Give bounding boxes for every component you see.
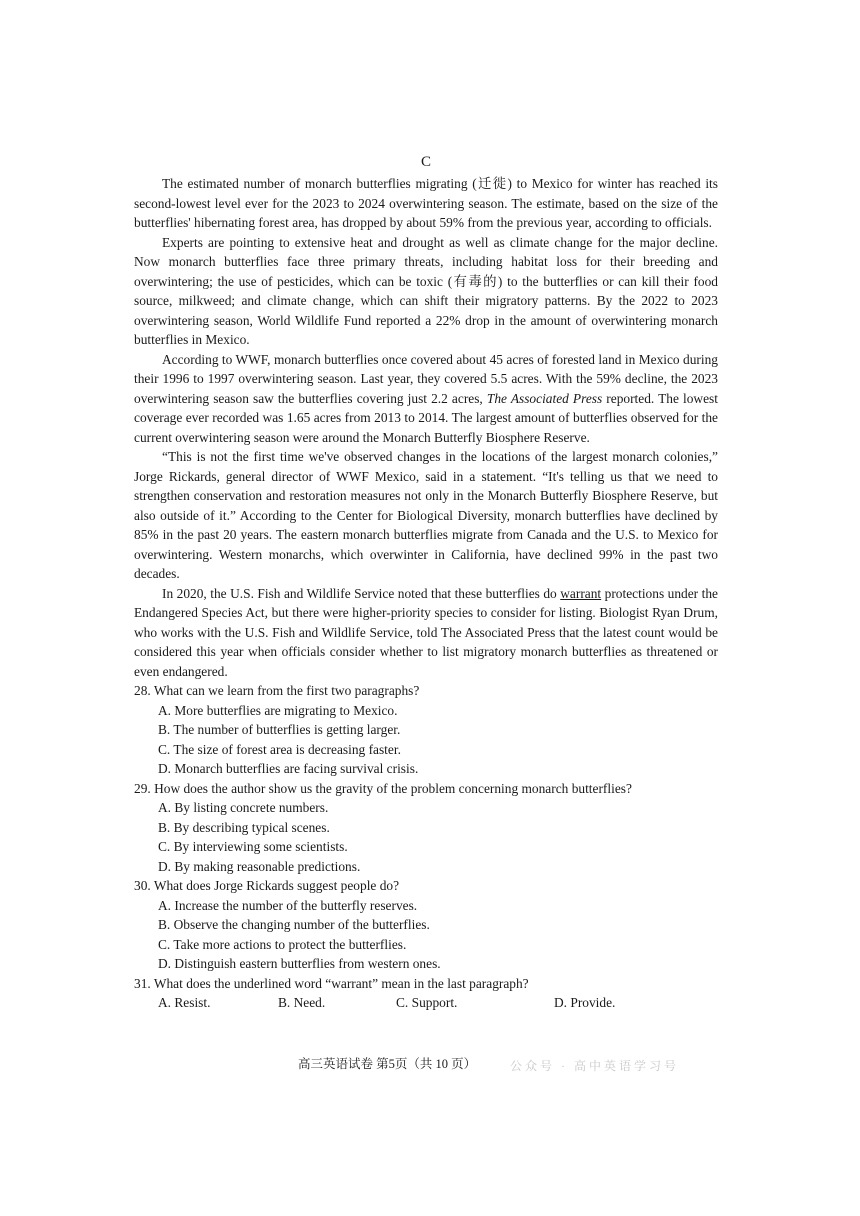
page-footer: 高三英语试卷 第5页（共 10 页）: [298, 1057, 477, 1071]
option-c: C. Support.: [396, 995, 458, 1010]
option-a: A. Increase the number of the butterfly reserves.: [158, 897, 418, 913]
option-a: A. By listing concrete numbers.: [158, 800, 329, 815]
question-stem: 30. What does Jorge Rickards suggest people do?: [134, 878, 400, 893]
question-stem: 28. What can we learn from the first two paragraphs?: [134, 683, 420, 698]
option-a: A. Resist.: [158, 995, 211, 1010]
option-d: D. Monarch butterflies are facing survival crisis.: [158, 761, 419, 776]
option-b: B. By describing typical scenes.: [158, 819, 330, 835]
passage-paragraph-1: The estimated number of monarch butterflies migrating (迁徙) to Mexico for winter has reached its second-lowest level ever for the 2023 to 2024 overwintering season. The estimate, based on the size of the butterflies' hibernating forest area, has dropped by about 59% from the previous year, according to officials.: [134, 176, 718, 230]
page-content: [134, 153, 718, 1013]
watermark-text: 公众号 · 高中英语学习号: [510, 1059, 679, 1073]
option-d: D. Provide.: [554, 995, 616, 1010]
paragraph-5-text-a: In 2020, the U.S. Fish and Wildlife Service noted that these butterflies do: [162, 585, 557, 601]
option-d: D. Distinguish eastern butterflies from western ones.: [158, 956, 441, 971]
paragraph-3-text-b: reported. The lowest coverage ever recorded was 1.65 acres from 2013 to 2014. The largest amount of butterflies observed for the current overwintering season were around the Monarch Butterfly Biosphere Reserve.: [134, 390, 718, 445]
option-c: C. The size of forest area is decreasing faster.: [158, 741, 401, 757]
section-letter: C: [420, 154, 431, 170]
passage-paragraph-5: [134, 584, 718, 682]
question-stem: 31. What does the underlined word “warrant” mean in the last paragraph?: [134, 975, 529, 991]
option-b: B. The number of butterflies is getting larger.: [158, 722, 401, 737]
question-stem: 29. How does the author show us the gravity of the problem concerning monarch butterflies?: [134, 780, 632, 796]
question-31: [134, 974, 718, 1013]
options-row: [158, 993, 718, 1013]
passage-paragraph-3: [134, 350, 718, 448]
option-d: D. By making reasonable predictions.: [158, 858, 361, 874]
passage-paragraph-4: “This is not the first time we've observed changes in the locations of the largest monarch colonies,” Jorge Rickards, general director of WWF Mexico, said in a statement. “It's telling us that we need to strengthen conservation and restoration measures not only in the Monarch Butterfly Biosphere Reserve, but also outside of it.” According to the Center for Biological Diversity, monarch butterflies have declined by 85% in the past 20 years. The eastern monarch butterflies migrate from Canada and the U.S. to Mexico for overwintering. Western monarchs, which overwinter in California, have declined 99% in the past two decades.: [134, 449, 718, 581]
option-a: A. More butterflies are migrating to Mexico.: [158, 702, 398, 718]
question-28: [134, 681, 718, 779]
option-b: B. Observe the changing number of the butterflies.: [158, 917, 430, 932]
paragraph-3-text-a: According to WWF, monarch butterflies once covered about 45 acres of forested land in Mexico during their 1996 to 1997 overwintering season. Last year, they covered 5.5 acres. With the 59% decline, the 2023 overwintering season saw the butterflies covering just 2.2 acres,: [134, 351, 718, 406]
paragraph-5-text-b: protections under the Endangered Species Act, but there were higher-priority species to consider for listing. Biologist Ryan Drum, who works with the U.S. Fish and Wildlife Service, told The Associated Press that the latest count would be considered this year when officials consider whether to list migratory monarch butterflies as threatened or even endangered.: [134, 585, 718, 679]
option-b: B. Need.: [278, 995, 326, 1010]
question-30: [134, 876, 718, 974]
option-c: C. Take more actions to protect the butterflies.: [158, 936, 407, 952]
italic-publication-name: The Associated Press: [486, 390, 603, 406]
option-c: C. By interviewing some scientists.: [158, 839, 348, 854]
underlined-word: warrant: [560, 585, 602, 601]
passage-paragraph-2: Experts are pointing to extensive heat and drought as well as climate change for the major decline. Now monarch butterflies face three primary threats, including habitat loss for their breeding and overwintering; the use of pesticides, which can be toxic (有毒的) to the butterflies or can kill their food source, milkweed; and climate change, which can shift their migratory patterns. By the 2022 to 2023 overwintering season, World Wildlife Fund reported a 22% drop in the amount of overwintering monarch butterflies in Mexico.: [134, 234, 718, 347]
question-29: [134, 779, 718, 877]
